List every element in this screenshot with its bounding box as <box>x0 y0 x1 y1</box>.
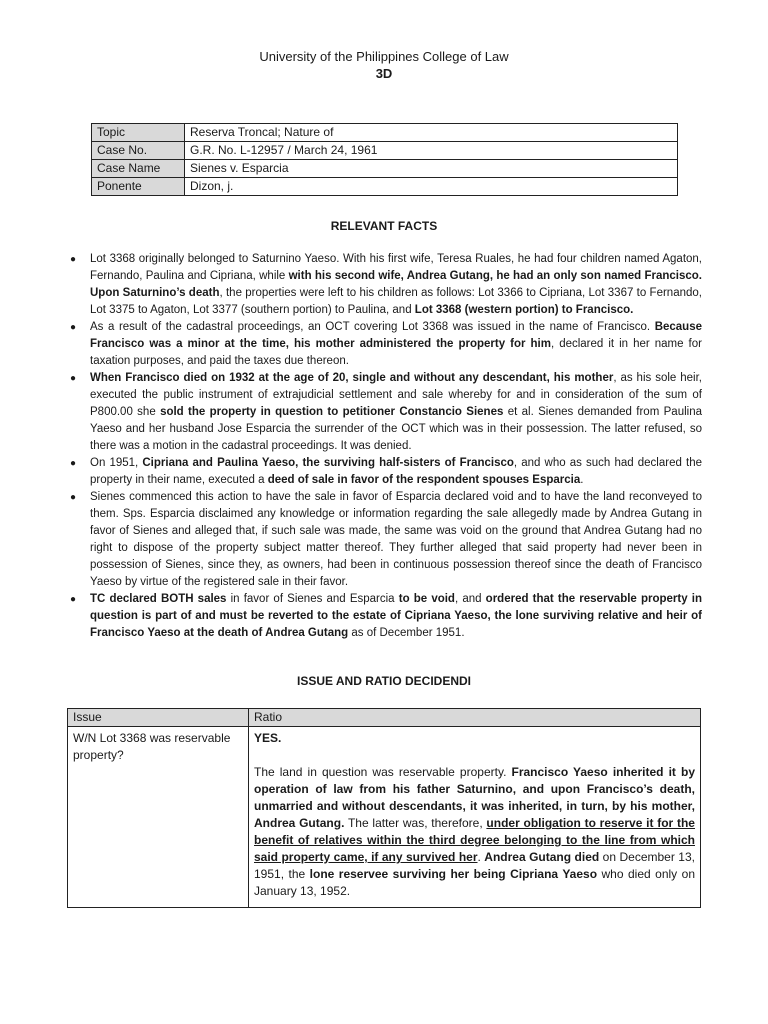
fact-text-run: as of December 1951. <box>348 627 465 639</box>
bullet-icon: ● <box>70 322 77 333</box>
fact-text-run: . <box>580 474 584 486</box>
fact-item <box>70 455 702 489</box>
fact-text-run: in favor of Sienes and Esparcia <box>226 593 399 605</box>
bullet-icon: ● <box>70 373 77 384</box>
fact-text-run: Lot 3368 originally belonged to Saturnino Yaeso. With his first wife, Teresa Ruales, he had four children named Agaton, Fernando, Paulina and Cipriana, while <box>90 253 702 282</box>
fact-item <box>70 251 702 319</box>
fact-text-run: TC declared BOTH sales <box>90 593 227 605</box>
fact-text-run: deed of sale in favor of the respondent spouses Esparcia <box>267 474 581 486</box>
case-info-label: Topic <box>92 124 185 142</box>
ratio-text-run: Andrea Gutang died <box>484 850 600 864</box>
case-info-row <box>92 124 678 142</box>
case-info-value: Reserva Troncal; Nature of <box>185 124 678 142</box>
ratio-column-header: Ratio <box>249 709 701 727</box>
case-info-value: Sienes v. Esparcia <box>185 160 678 178</box>
fact-item <box>70 591 702 642</box>
fact-text-run: ordered that the reservable property in question is part of and must be reverted to the estate of Cipriana Yaeso, the lone surviving relative and heir of Francisco Yaeso at the death of Andrea Gutang <box>90 593 702 639</box>
ratio-answer: YES. <box>254 731 282 745</box>
ratio-text-run: . <box>477 850 485 864</box>
fact-text-run: As a result of the cadastral proceedings, an OCT covering Lot 3368 was issued in the name of Francisco. <box>90 321 655 333</box>
case-info-value: G.R. No. L-12957 / March 24, 1961 <box>185 142 678 160</box>
fact-text-run: On 1951, <box>90 457 143 469</box>
case-info-row <box>92 142 678 160</box>
fact-text-run: When Francisco died on 1932 at the age of 20, single and without any descendant, his mother <box>90 372 614 384</box>
fact-item <box>70 370 702 455</box>
section-label: 3D <box>375 66 393 81</box>
ratio-text-run: who died only on January 13, 1952. <box>254 867 695 898</box>
bullet-icon: ● <box>70 458 77 469</box>
ratio-text-run: lone reservee surviving her being Cipriana Yaeso <box>309 867 598 881</box>
fact-text-run: Because Francisco was a minor at the time, his mother administered the property for him <box>90 321 702 350</box>
issues-heading: ISSUE AND RATIO DECIDENDI <box>296 674 471 688</box>
fact-text-run: with his second wife, Andrea Gutang, he had an only son named Francisco. Upon Saturnino’s death <box>90 270 702 299</box>
ratio-text-run: on December 13, 1951, the <box>254 850 695 881</box>
ratio-text-run: under obligation to reserve it for the benefit of relatives within the third degree belonging to the line from which said property came, if any survived her <box>254 816 695 864</box>
facts-list <box>70 251 702 642</box>
case-info-row <box>92 178 678 196</box>
fact-text-run: , and who as such had declared the property in their name, executed a <box>90 457 702 486</box>
bullet-icon: ● <box>70 594 77 605</box>
case-info-label: Ponente <box>92 178 185 196</box>
fact-text-run: , and <box>454 593 486 605</box>
fact-text-run: sold the property in question to petitioner Constancio Sienes <box>160 406 504 418</box>
facts-heading: RELEVANT FACTS <box>330 219 438 233</box>
issue-ratio-table <box>67 708 701 908</box>
fact-text-run: Sienes commenced this action to have the sale in favor of Esparcia declared void and to have the land reconveyed to them. Sps. Esparcia disclaimed any knowledge or information regarding the sale allegedly made by Andrea Gutang in favor of Sienes and alleged that, if such sale was made, the same was void on the ground that Andrea Gutang had no right to dispose of the property subject matter thereof. They further alleged that said property had never been in possession of Sienes, since they, as owners, had been in continuous possession thereof since the death of Francisco Yaeso by virtue of the registered sale in their favor. <box>90 491 702 588</box>
fact-item <box>70 489 702 591</box>
case-info-value: Dizon, j. <box>185 178 678 196</box>
fact-text-run: , the properties were left to his children as follows: Lot 3366 to Cipriana, Lot 3367 to Fernando, Lot 3375 to Agaton, Lot 3377 (southern portion) to Paulina, and <box>90 287 702 316</box>
ratio-text-run: The latter was, therefore, <box>344 816 487 830</box>
ratio-paragraph <box>254 764 695 900</box>
table-row <box>68 727 701 908</box>
fact-item <box>70 319 702 370</box>
ratio-text-run: Francisco Yaeso inherited it by operation of law from his father Saturnino, and upon Francisco’s death, unmarried and without descendants, it was inherited, in turn, by his mother, Andrea Gutang. <box>254 765 695 830</box>
ratio-text-run: The land in question was reservable property. <box>254 765 512 779</box>
fact-text-run: Lot 3368 (western portion) to Francisco. <box>414 304 634 316</box>
case-info-label: Case Name <box>92 160 185 178</box>
bullet-icon: ● <box>70 254 77 265</box>
fact-text-run: , declared it in her name for taxation purposes, and paid the taxes due thereon. <box>90 338 702 367</box>
case-info-label: Case No. <box>92 142 185 160</box>
issue-cell: W/N Lot 3368 was reservable property? <box>68 727 249 908</box>
document-title: University of the Philippines College of Law <box>259 49 509 64</box>
bullet-icon: ● <box>70 492 77 503</box>
fact-text-run: to be void <box>398 593 455 605</box>
fact-text-run: Cipriana and Paulina Yaeso, the surviving half-sisters of Francisco <box>142 457 514 469</box>
case-info-table <box>91 123 678 196</box>
ratio-cell <box>249 727 701 908</box>
fact-text-run: et al. Sienes demanded from Paulina Yaeso and her husband Jose Esparcia the surrender of the OCT which was in their possession. The latter refused, so there was a motion in the cadastral proceedings. It was denied. <box>90 406 702 452</box>
issue-column-header: Issue <box>68 709 249 727</box>
case-info-row <box>92 160 678 178</box>
fact-text-run: , as his sole heir, executed the public instrument of extrajudicial settlement and sale whereby for and in consideration of the sum of P800.00 she <box>90 372 702 418</box>
